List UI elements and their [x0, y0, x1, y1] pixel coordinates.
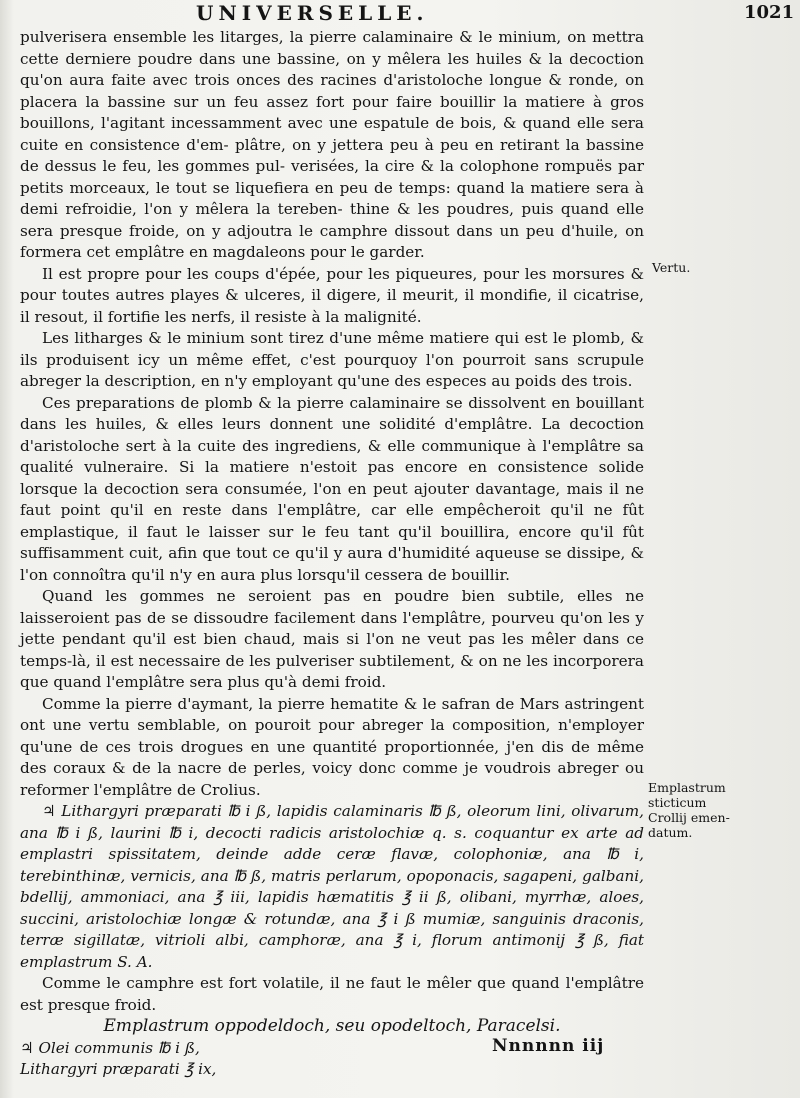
paragraph-litharges: Les litharges & le minium sont tirez d'une même matiere qui est le plomb, & ils produisent icy un même effet, c'est pourquoy l'on pourroit sans scrupule abreger la description, en n'y employant qu'une des especes au poids des trois.: [20, 329, 644, 390]
margin-note-vertu: Vertu.: [652, 260, 691, 275]
page-header: [0, 0, 800, 24]
paragraph-camphor: Comme le camphre est fort volatile, il ne faut le mêler que quand l'emplâtre est presque froid.: [20, 974, 644, 1014]
paragraph-lead-preparations: Ces preparations de plomb & la pierre calaminaire se dissolvent en bouillant dans les huiles, & elles leurs donnent une solidité d'emplâtre. La decoction d'aristoloche sert à la cuite des ingrediens, & elle communique à l'emplâtre sa qualité vulneraire. Si la matiere n'estoit pas encore en consistence solide lorsque la decoction sera consumée, l'on en peut ajouter davantage, mais il ne faut point qu'il en reste dans l'emplâtre, car elle empêcheroit qu'il ne fût emplastique, il faut le laisser sur le feu tant qu'il bouillira, encore qu'il fût suffisamment cuit, afin que tout ce qu'il y aura d'humidité aqueuse se dissipe, & l'on connoîtra qu'il n'y en aura plus lorsqu'il cessera de bouillir.: [20, 393, 644, 584]
margin-note-emplastrum: Emplastrum sticticum Crollij emen- datum.: [648, 780, 730, 840]
recipe-heading-oppodeldoch: Emplastrum oppodeldoch, seu opodeltoch, Paracelsi.: [103, 1016, 561, 1036]
page-number: 1021: [744, 2, 795, 23]
formula-line: ♃ Olei communis ℔ i ß,: [20, 1038, 200, 1057]
formula-line: Lithargyri præparati ℥ ix,: [20, 1060, 217, 1078]
paragraph-lodestone: Comme la pierre d'aymant, la pierre hematite & le safran de Mars astringent ont une vertu semblable, on pouroit pour abreger la composition, n'employer qu'une de ces trois drogues en une quantité proportionnée, j'en dis de même des coraux & de la nacre de perles, voicy donc comme je voudrois abreger ou reformer l'emplâtre de Crolius.: [20, 694, 644, 799]
paragraph-virtues: Il est propre pour les coups d'épée, pour les piqueures, pour les morsures & pour toutes autres playes & ulceres, il digere, il meurit, il mondifie, il cicatrise, il resout, il fortifie les nerfs, il resiste à la malignité.: [20, 264, 644, 326]
paragraph-preparation: pulverisera ensemble les litarges, la pierre calaminaire & le minium, on mettra cette derniere poudre dans une bassine, on y mêlera les huiles & la decoction qu'on aura faite avec trois onces des racines d'aristoloche longue & ronde, on placera la bassine sur un feu assez fort pour faire bouillir la matiere à gros bouillons, l'agitant incessamment avec une espatule de bois, & quand elle sera cuite en consistence d'em- plâtre, on y jettera peu à peu en retirant la bassine de dessus le feu, les gommes pul- verisées, la cire & la colophone rompuës par petits morceaux, le tout se liquefiera en peu de temps: quand la matiere sera à demi refroidie, l'on y mêlera la tereben- thine & les poudres, puis quand elle sera presque froide, on y adjoutra le camphre dissout dans un peu d'huile, on formera cet emplâtre en magdaleons pour le garder.: [20, 28, 645, 261]
signature-mark: Nnnnnn iij: [492, 1036, 605, 1056]
paragraph-gums: Quand les gommes ne seroient pas en poudre bien subtile, elles ne laisseroient pas de se dissoudre facilement dans l'emplâtre, pourveu qu'on les y jette pendant qu'il est bien chaud, mais si l'on ne veut pas les mêler dans ce temps-là, il est necessaire de les pulveriser subtilement, & on ne les incorporera que quand l'emplâtre sera plus qu'à demi froid.: [20, 587, 644, 691]
running-head: UNIVERSELLE.: [196, 1, 429, 25]
recipe-formula-crolius: ♃ Lithargyri præparati ℔ i ß, lapidis calaminaris ℔ ß, oleorum lini, olivarum, ana ℔ i ß, laurini ℔ i, decocti radicis aristolochiæ q. s. coquantur ex arte ad emplastri spissitatem, deinde adde ceræ flavæ, colophoniæ, ana ℔ i, terebinthinæ, vernicis, ana ℔ ß, matris perlarum, opoponacis, sagapeni, galbani, bdellij, ammoniaci, ana ℥ iii, lapidis hæmatitis ℥ ii ß, olibani, myrrhæ, aloes, succini, aristolochiæ longæ & rotundæ, ana ℥ i ß mumiæ, sanguinis draconis, terræ sigillatæ, vitrioli albi, camphoræ, ana ℥ i, florum antimonij ℥ ß, fiat emplastrum S. A.: [20, 802, 644, 971]
main-text: [20, 27, 644, 1081]
